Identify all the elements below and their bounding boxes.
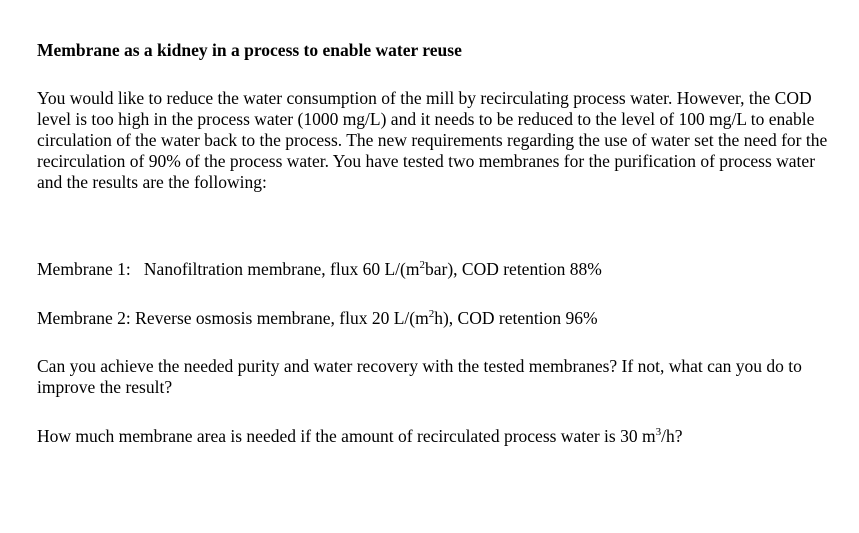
question-1: Can you achieve the needed purity and water recovery with the tested membranes? If not, what can you do to improve the result?: [37, 356, 802, 397]
membrane-2-text-a: Reverse osmosis membrane, flux 20 L/(m: [135, 308, 429, 328]
membrane-1-line: [37, 259, 837, 280]
document-body: [37, 40, 837, 446]
membrane-2-line: [37, 308, 837, 329]
membrane-1-label: Membrane 1:: [37, 259, 131, 279]
membrane-2-label: Membrane 2:: [37, 308, 131, 328]
membrane-2-text-b: h), COD retention 96%: [434, 308, 598, 328]
question-2-text-a: How much membrane area is needed if the amount of recirculated process water is 30 m: [37, 426, 656, 446]
membrane-1-sup: 2: [419, 259, 425, 271]
document-title: Membrane as a kidney in a process to enable water reuse: [37, 40, 462, 60]
membrane-2-sup: 2: [428, 308, 435, 320]
intro-paragraph: You would like to reduce the water consumption of the mill by recirculating process water. However, the COD level is too high in the process water (1000 mg/L) and it needs to be reduced to the level of 100 mg/L to enable circulation of the water back to the process. The new requirements regarding the use of water set the need for the recirculation of 90% of the process water. You have tested two membranes for the purification of process water and the results are the following:: [37, 88, 828, 192]
question-2-sup: 3: [655, 426, 662, 438]
question-2: [37, 426, 837, 447]
membrane-1-text-a: Nanofiltration membrane, flux 60 L/(m: [143, 259, 420, 279]
membrane-1-text-b: bar), COD retention 88%: [424, 259, 602, 279]
question-2-text-b: /h?: [661, 426, 683, 446]
